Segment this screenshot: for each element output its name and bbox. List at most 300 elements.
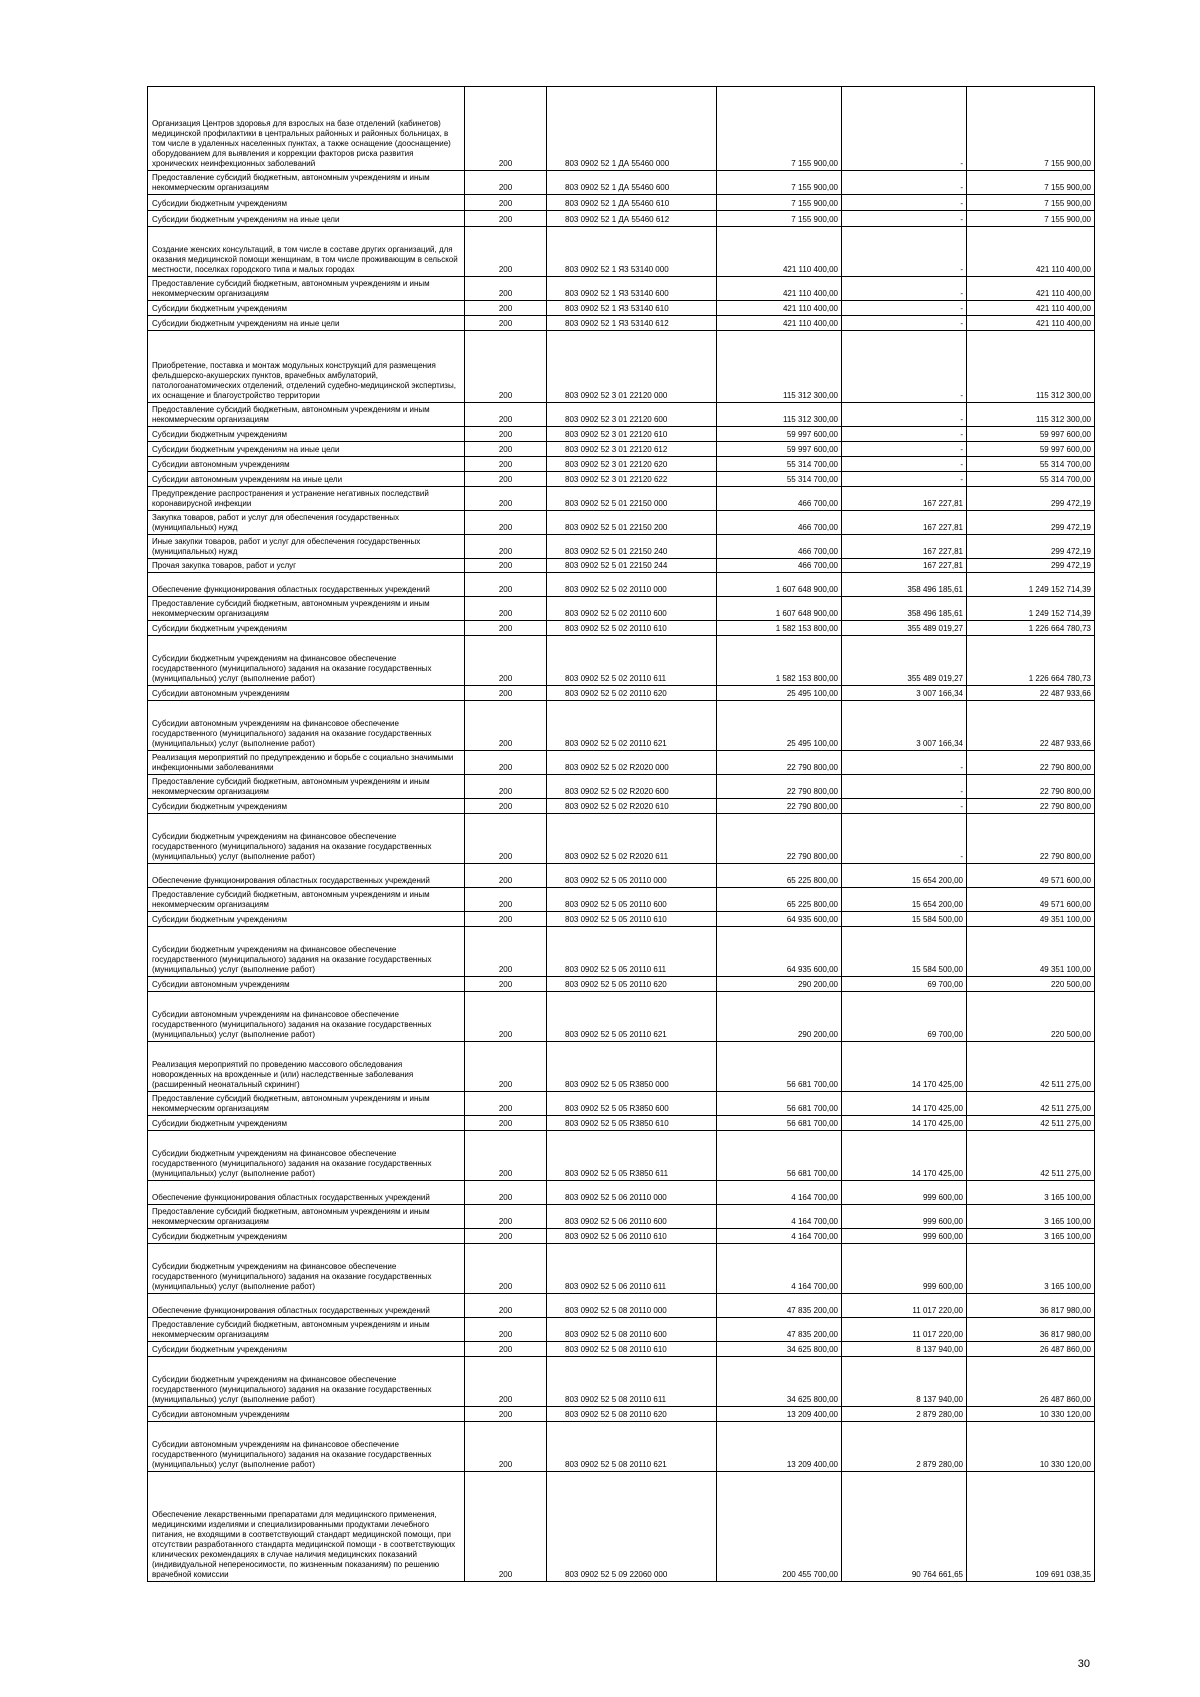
- row-approved-cell: 65 225 800,00: [717, 888, 842, 912]
- table-row: [148, 701, 1095, 751]
- row-executed-cell: -: [842, 211, 967, 227]
- row-name-cell: Организация Центров здоровья для взрослых на базе отделений (кабинетов) медицинской профилактики в центральных районных и районных больницах, в том числе в удаленных населенных пунктах, а также оснащение (дооснащение) оборудованием для выявления и коррекции факторов риска развития хронических неинфекционных заболеваний: [148, 87, 465, 171]
- row-remaining-cell: 26 487 860,00: [967, 1342, 1095, 1357]
- row-remaining-cell: 7 155 900,00: [967, 171, 1095, 195]
- row-name-cell: Обеспечение функционирования областных государственных учреждений: [148, 1181, 465, 1205]
- row-executed-cell: -: [842, 316, 967, 331]
- row-approved-cell: 466 700,00: [717, 511, 842, 535]
- row-executed-cell: 167 227,81: [842, 559, 967, 573]
- row-approved-cell: 64 935 600,00: [717, 927, 842, 977]
- row-remaining-cell: 1 226 664 780,73: [967, 636, 1095, 686]
- table-row: [148, 1357, 1095, 1407]
- row-executed-cell: 3 007 166,34: [842, 701, 967, 751]
- row-code-cell: 200: [465, 1422, 547, 1472]
- row-kbk-cell: 803 0902 52 3 01 22120 612: [547, 442, 717, 457]
- row-kbk-cell: 803 0902 52 5 05 20110 000: [547, 864, 717, 888]
- table-row: [148, 1229, 1095, 1244]
- row-name-cell: Прочая закупка товаров, работ и услуг: [148, 559, 465, 573]
- row-approved-cell: 466 700,00: [717, 559, 842, 573]
- table-row: [148, 636, 1095, 686]
- row-approved-cell: 25 495 100,00: [717, 686, 842, 701]
- row-name-cell: Субсидии бюджетным учреждениям: [148, 195, 465, 211]
- row-name-cell: Субсидии бюджетным учреждениям на иные цели: [148, 316, 465, 331]
- row-remaining-cell: 220 500,00: [967, 992, 1095, 1042]
- row-remaining-cell: 421 110 400,00: [967, 277, 1095, 301]
- row-kbk-cell: 803 0902 52 5 02 20110 620: [547, 686, 717, 701]
- table-row: [148, 1407, 1095, 1422]
- row-executed-cell: -: [842, 427, 967, 442]
- table-row: [148, 472, 1095, 487]
- row-remaining-cell: 22 790 800,00: [967, 814, 1095, 864]
- row-code-cell: 200: [465, 87, 547, 171]
- row-code-cell: 200: [465, 316, 547, 331]
- row-kbk-cell: 803 0902 52 5 05 20110 610: [547, 912, 717, 927]
- row-name-cell: Предоставление субсидий бюджетным, автономным учреждениям и иным некоммерческим организациям: [148, 888, 465, 912]
- row-executed-cell: 8 137 940,00: [842, 1342, 967, 1357]
- row-name-cell: Предоставление субсидий бюджетным, автономным учреждениям и иным некоммерческим организациям: [148, 775, 465, 799]
- row-executed-cell: 15 654 200,00: [842, 864, 967, 888]
- row-kbk-cell: 803 0902 52 5 02 R2020 000: [547, 751, 717, 775]
- row-approved-cell: 4 164 700,00: [717, 1244, 842, 1294]
- row-code-cell: 200: [465, 301, 547, 316]
- row-executed-cell: -: [842, 457, 967, 472]
- row-name-cell: Закупка товаров, работ и услуг для обеспечения государственных (муниципальных) нужд: [148, 511, 465, 535]
- row-code-cell: 200: [465, 427, 547, 442]
- row-name-cell: Обеспечение функционирования областных государственных учреждений: [148, 1294, 465, 1318]
- row-approved-cell: 55 314 700,00: [717, 472, 842, 487]
- row-executed-cell: -: [842, 301, 967, 316]
- row-name-cell: Предоставление субсидий бюджетным, автономным учреждениям и иным некоммерческим организациям: [148, 403, 465, 427]
- row-code-cell: 200: [465, 1229, 547, 1244]
- row-executed-cell: 999 600,00: [842, 1229, 967, 1244]
- row-remaining-cell: 22 790 800,00: [967, 775, 1095, 799]
- table-row: [148, 195, 1095, 211]
- table-row: [148, 457, 1095, 472]
- row-approved-cell: 1 582 153 800,00: [717, 636, 842, 686]
- row-code-cell: 200: [465, 1092, 547, 1116]
- row-kbk-cell: 803 0902 52 5 05 R3850 600: [547, 1092, 717, 1116]
- table-row: [148, 597, 1095, 621]
- row-code-cell: 200: [465, 701, 547, 751]
- row-kbk-cell: 803 0902 52 1 Я3 53140 600: [547, 277, 717, 301]
- row-code-cell: 200: [465, 912, 547, 927]
- row-remaining-cell: 421 110 400,00: [967, 227, 1095, 277]
- row-code-cell: 200: [465, 1318, 547, 1342]
- row-code-cell: 200: [465, 1205, 547, 1229]
- table-row: [148, 1342, 1095, 1357]
- row-remaining-cell: 42 511 275,00: [967, 1092, 1095, 1116]
- row-name-cell: Создание женских консультаций, в том числе в составе других организаций, для оказания медицинской помощи женщинам, в том числе проживающим в сельской местности, поселках городского типа и малых городах: [148, 227, 465, 277]
- row-approved-cell: 34 625 800,00: [717, 1357, 842, 1407]
- row-kbk-cell: 803 0902 52 5 06 20110 611: [547, 1244, 717, 1294]
- row-executed-cell: -: [842, 442, 967, 457]
- row-executed-cell: 11 017 220,00: [842, 1318, 967, 1342]
- row-name-cell: Субсидии автономным учреждениям: [148, 686, 465, 701]
- row-name-cell: Приобретение, поставка и монтаж модульных конструкций для размещения фельдшерско-акушерских пунктов, врачебных амбулаторий, патологоанатомических отделений, отделений судебно-медицинской экспертизы, их оснащение и благоустройство территории: [148, 331, 465, 403]
- row-name-cell: Субсидии бюджетным учреждениям: [148, 912, 465, 927]
- row-kbk-cell: 803 0902 52 5 05 R3850 610: [547, 1116, 717, 1131]
- row-code-cell: 200: [465, 457, 547, 472]
- row-approved-cell: 7 155 900,00: [717, 195, 842, 211]
- row-code-cell: 200: [465, 211, 547, 227]
- table-row: [148, 316, 1095, 331]
- table-row: [148, 927, 1095, 977]
- row-remaining-cell: 42 511 275,00: [967, 1116, 1095, 1131]
- row-approved-cell: 56 681 700,00: [717, 1116, 842, 1131]
- row-remaining-cell: 7 155 900,00: [967, 211, 1095, 227]
- row-code-cell: 200: [465, 636, 547, 686]
- row-approved-cell: 115 312 300,00: [717, 331, 842, 403]
- row-name-cell: Субсидии автономным учреждениям: [148, 1407, 465, 1422]
- row-code-cell: 200: [465, 864, 547, 888]
- row-executed-cell: -: [842, 403, 967, 427]
- row-remaining-cell: 3 165 100,00: [967, 1181, 1095, 1205]
- row-code-cell: 200: [465, 597, 547, 621]
- table-row: [148, 1131, 1095, 1181]
- row-remaining-cell: 1 249 152 714,39: [967, 597, 1095, 621]
- row-code-cell: 200: [465, 171, 547, 195]
- row-remaining-cell: 299 472,19: [967, 535, 1095, 559]
- row-executed-cell: 358 496 185,61: [842, 597, 967, 621]
- row-name-cell: Реализация мероприятий по проведению массового обследования новорожденных на врожденные и (или) наследственные заболевания (расширенный неонатальный скрининг): [148, 1042, 465, 1092]
- table-row: [148, 621, 1095, 636]
- row-kbk-cell: 803 0902 52 5 08 20110 610: [547, 1342, 717, 1357]
- table-row: [148, 1318, 1095, 1342]
- table-row: [148, 427, 1095, 442]
- row-approved-cell: 4 164 700,00: [717, 1205, 842, 1229]
- row-name-cell: Субсидии бюджетным учреждениям: [148, 301, 465, 316]
- row-executed-cell: 15 584 500,00: [842, 912, 967, 927]
- table-row: [148, 1042, 1095, 1092]
- table-row: [148, 1116, 1095, 1131]
- row-executed-cell: -: [842, 799, 967, 814]
- row-executed-cell: 15 584 500,00: [842, 927, 967, 977]
- row-approved-cell: 7 155 900,00: [717, 87, 842, 171]
- row-kbk-cell: 803 0902 52 5 06 20110 610: [547, 1229, 717, 1244]
- row-remaining-cell: 22 790 800,00: [967, 751, 1095, 775]
- table-row: [148, 87, 1095, 171]
- row-name-cell: Субсидии автономным учреждениям на иные цели: [148, 472, 465, 487]
- row-kbk-cell: 803 0902 52 5 05 20110 620: [547, 977, 717, 992]
- row-kbk-cell: 803 0902 52 5 02 20110 610: [547, 621, 717, 636]
- row-code-cell: 200: [465, 686, 547, 701]
- table-row: [148, 977, 1095, 992]
- row-code-cell: 200: [465, 331, 547, 403]
- table-row: [148, 487, 1095, 511]
- row-executed-cell: 355 489 019,27: [842, 621, 967, 636]
- row-executed-cell: -: [842, 751, 967, 775]
- row-executed-cell: 15 654 200,00: [842, 888, 967, 912]
- row-remaining-cell: 10 330 120,00: [967, 1422, 1095, 1472]
- row-code-cell: 200: [465, 1407, 547, 1422]
- table-row: [148, 686, 1095, 701]
- row-remaining-cell: 7 155 900,00: [967, 87, 1095, 171]
- row-kbk-cell: 803 0902 52 5 08 20110 000: [547, 1294, 717, 1318]
- row-approved-cell: 22 790 800,00: [717, 799, 842, 814]
- row-kbk-cell: 803 0902 52 1 Я3 53140 000: [547, 227, 717, 277]
- row-remaining-cell: 22 487 933,66: [967, 686, 1095, 701]
- table-row: [148, 775, 1095, 799]
- row-executed-cell: 8 137 940,00: [842, 1357, 967, 1407]
- row-remaining-cell: 421 110 400,00: [967, 301, 1095, 316]
- row-executed-cell: -: [842, 775, 967, 799]
- row-executed-cell: -: [842, 195, 967, 211]
- row-code-cell: 200: [465, 799, 547, 814]
- row-kbk-cell: 803 0902 52 5 01 22150 000: [547, 487, 717, 511]
- row-name-cell: Предоставление субсидий бюджетным, автономным учреждениям и иным некоммерческим организациям: [148, 1205, 465, 1229]
- row-remaining-cell: 49 351 100,00: [967, 927, 1095, 977]
- table-row: [148, 227, 1095, 277]
- row-executed-cell: 358 496 185,61: [842, 573, 967, 597]
- table-row: [148, 799, 1095, 814]
- row-remaining-cell: 49 351 100,00: [967, 912, 1095, 927]
- row-name-cell: Субсидии бюджетным учреждениям на финансовое обеспечение государственного (муниципального) задания на оказание государственных (муниципальных) услуг (выполнение работ): [148, 636, 465, 686]
- row-approved-cell: 421 110 400,00: [717, 301, 842, 316]
- row-approved-cell: 4 164 700,00: [717, 1229, 842, 1244]
- row-kbk-cell: 803 0902 52 3 01 22120 622: [547, 472, 717, 487]
- row-code-cell: 200: [465, 992, 547, 1042]
- row-executed-cell: -: [842, 227, 967, 277]
- row-approved-cell: 290 200,00: [717, 977, 842, 992]
- row-kbk-cell: 803 0902 52 5 02 20110 000: [547, 573, 717, 597]
- row-name-cell: Субсидии бюджетным учреждениям: [148, 1229, 465, 1244]
- row-code-cell: 200: [465, 277, 547, 301]
- table-row: [148, 1472, 1095, 1582]
- row-kbk-cell: 803 0902 52 5 01 22150 240: [547, 535, 717, 559]
- table-row: [148, 211, 1095, 227]
- row-name-cell: Предоставление субсидий бюджетным, автономным учреждениям и иным некоммерческим организациям: [148, 171, 465, 195]
- row-name-cell: Субсидии автономным учреждениям: [148, 457, 465, 472]
- row-remaining-cell: 42 511 275,00: [967, 1131, 1095, 1181]
- row-kbk-cell: 803 0902 52 5 01 22150 200: [547, 511, 717, 535]
- row-kbk-cell: 803 0902 52 5 08 20110 600: [547, 1318, 717, 1342]
- row-remaining-cell: 220 500,00: [967, 977, 1095, 992]
- row-approved-cell: 421 110 400,00: [717, 277, 842, 301]
- row-approved-cell: 22 790 800,00: [717, 751, 842, 775]
- row-remaining-cell: 55 314 700,00: [967, 472, 1095, 487]
- row-code-cell: 200: [465, 621, 547, 636]
- row-kbk-cell: 803 0902 52 5 02 R2020 611: [547, 814, 717, 864]
- row-remaining-cell: 22 790 800,00: [967, 799, 1095, 814]
- row-remaining-cell: 49 571 600,00: [967, 888, 1095, 912]
- row-approved-cell: 421 110 400,00: [717, 227, 842, 277]
- row-name-cell: Обеспечение лекарственными препаратами для медицинского применения, медицинскими изделиями и специализированными продуктами лечебного питания, не входящими в соответствующий стандарт медицинской помощи, при отсутствии разработанного стандарта медицинской помощи - в соответствующих клинических рекомендациях в случае наличия медицинских показаний (индивидуальной непереносимости, по жизненным показаниям) по решению врачебной комиссии: [148, 1472, 465, 1582]
- row-code-cell: 200: [465, 535, 547, 559]
- row-kbk-cell: 803 0902 52 5 02 20110 600: [547, 597, 717, 621]
- table-row: [148, 912, 1095, 927]
- row-code-cell: 200: [465, 442, 547, 457]
- row-executed-cell: 999 600,00: [842, 1205, 967, 1229]
- row-remaining-cell: 22 487 933,66: [967, 701, 1095, 751]
- row-executed-cell: 3 007 166,34: [842, 686, 967, 701]
- row-code-cell: 200: [465, 1342, 547, 1357]
- row-code-cell: 200: [465, 977, 547, 992]
- row-kbk-cell: 803 0902 52 1 ДА 55460 600: [547, 171, 717, 195]
- row-remaining-cell: 10 330 120,00: [967, 1407, 1095, 1422]
- row-remaining-cell: 59 997 600,00: [967, 442, 1095, 457]
- table-row: [148, 1244, 1095, 1294]
- row-name-cell: Субсидии бюджетным учреждениям: [148, 427, 465, 442]
- row-kbk-cell: 803 0902 52 1 ДА 55460 612: [547, 211, 717, 227]
- row-remaining-cell: 115 312 300,00: [967, 331, 1095, 403]
- row-executed-cell: 69 700,00: [842, 992, 967, 1042]
- row-name-cell: Предоставление субсидий бюджетным, автономным учреждениям и иным некоммерческим организациям: [148, 277, 465, 301]
- row-remaining-cell: 299 472,19: [967, 487, 1095, 511]
- row-approved-cell: 13 209 400,00: [717, 1407, 842, 1422]
- row-approved-cell: 1 607 648 900,00: [717, 573, 842, 597]
- row-remaining-cell: 3 165 100,00: [967, 1205, 1095, 1229]
- table-row: [148, 442, 1095, 457]
- row-executed-cell: 14 170 425,00: [842, 1131, 967, 1181]
- row-executed-cell: 999 600,00: [842, 1244, 967, 1294]
- row-kbk-cell: 803 0902 52 3 01 22120 610: [547, 427, 717, 442]
- table-row: [148, 511, 1095, 535]
- row-executed-cell: 90 764 661,65: [842, 1472, 967, 1582]
- row-executed-cell: -: [842, 331, 967, 403]
- row-kbk-cell: 803 0902 52 5 05 20110 600: [547, 888, 717, 912]
- row-name-cell: Предоставление субсидий бюджетным, автономным учреждениям и иным некоммерческим организациям: [148, 597, 465, 621]
- row-name-cell: Субсидии бюджетным учреждениям: [148, 1116, 465, 1131]
- row-name-cell: Реализация мероприятий по предупреждению и борьбе с социально значимыми инфекционными заболеваниями: [148, 751, 465, 775]
- row-remaining-cell: 3 165 100,00: [967, 1229, 1095, 1244]
- row-approved-cell: 7 155 900,00: [717, 171, 842, 195]
- row-code-cell: 200: [465, 814, 547, 864]
- row-remaining-cell: 55 314 700,00: [967, 457, 1095, 472]
- row-name-cell: Обеспечение функционирования областных государственных учреждений: [148, 864, 465, 888]
- row-name-cell: Субсидии автономным учреждениям на финансовое обеспечение государственного (муниципального) задания на оказание государственных (муниципальных) услуг (выполнение работ): [148, 701, 465, 751]
- row-executed-cell: 999 600,00: [842, 1181, 967, 1205]
- row-code-cell: 200: [465, 559, 547, 573]
- row-remaining-cell: 42 511 275,00: [967, 1042, 1095, 1092]
- row-code-cell: 200: [465, 927, 547, 977]
- row-approved-cell: 59 997 600,00: [717, 427, 842, 442]
- row-kbk-cell: 803 0902 52 5 05 R3850 611: [547, 1131, 717, 1181]
- row-name-cell: Субсидии бюджетным учреждениям на иные цели: [148, 442, 465, 457]
- row-code-cell: 200: [465, 472, 547, 487]
- row-kbk-cell: 803 0902 52 5 08 20110 620: [547, 1407, 717, 1422]
- row-code-cell: 200: [465, 1042, 547, 1092]
- row-executed-cell: 14 170 425,00: [842, 1116, 967, 1131]
- row-name-cell: Субсидии бюджетным учреждениям на финансовое обеспечение государственного (муниципального) задания на оказание государственных (муниципальных) услуг (выполнение работ): [148, 1357, 465, 1407]
- row-name-cell: Субсидии автономным учреждениям на финансовое обеспечение государственного (муниципального) задания на оказание государственных (муниципальных) услуг (выполнение работ): [148, 1422, 465, 1472]
- row-kbk-cell: 803 0902 52 5 02 20110 611: [547, 636, 717, 686]
- row-approved-cell: 56 681 700,00: [717, 1092, 842, 1116]
- row-executed-cell: 11 017 220,00: [842, 1294, 967, 1318]
- row-executed-cell: 69 700,00: [842, 977, 967, 992]
- row-remaining-cell: 421 110 400,00: [967, 316, 1095, 331]
- row-approved-cell: 290 200,00: [717, 992, 842, 1042]
- row-name-cell: Субсидии бюджетным учреждениям: [148, 799, 465, 814]
- row-remaining-cell: 3 165 100,00: [967, 1244, 1095, 1294]
- table-row: [148, 992, 1095, 1042]
- row-code-cell: 200: [465, 227, 547, 277]
- row-kbk-cell: 803 0902 52 5 05 20110 611: [547, 927, 717, 977]
- row-approved-cell: 65 225 800,00: [717, 864, 842, 888]
- table-row: [148, 171, 1095, 195]
- row-code-cell: 200: [465, 1294, 547, 1318]
- row-remaining-cell: 49 571 600,00: [967, 864, 1095, 888]
- table-row: [148, 1181, 1095, 1205]
- row-kbk-cell: 803 0902 52 5 06 20110 000: [547, 1181, 717, 1205]
- row-name-cell: Иные закупки товаров, работ и услуг для обеспечения государственных (муниципальных) нужд: [148, 535, 465, 559]
- row-approved-cell: 56 681 700,00: [717, 1042, 842, 1092]
- row-executed-cell: 167 227,81: [842, 511, 967, 535]
- row-kbk-cell: 803 0902 52 3 01 22120 000: [547, 331, 717, 403]
- row-executed-cell: 167 227,81: [842, 487, 967, 511]
- row-kbk-cell: 803 0902 52 5 02 R2020 600: [547, 775, 717, 799]
- row-approved-cell: 22 790 800,00: [717, 775, 842, 799]
- row-name-cell: Предупреждение распространения и устранение негативных последствий коронавирусной инфекции: [148, 487, 465, 511]
- row-remaining-cell: 36 817 980,00: [967, 1294, 1095, 1318]
- row-approved-cell: 34 625 800,00: [717, 1342, 842, 1357]
- row-approved-cell: 47 835 200,00: [717, 1294, 842, 1318]
- table-row: [148, 1205, 1095, 1229]
- row-name-cell: Субсидии бюджетным учреждениям на финансовое обеспечение государственного (муниципального) задания на оказание государственных (муниципальных) услуг (выполнение работ): [148, 1244, 465, 1294]
- row-code-cell: 200: [465, 1131, 547, 1181]
- row-approved-cell: 55 314 700,00: [717, 457, 842, 472]
- row-name-cell: Предоставление субсидий бюджетным, автономным учреждениям и иным некоммерческим организациям: [148, 1318, 465, 1342]
- table-row: [148, 573, 1095, 597]
- row-kbk-cell: 803 0902 52 5 09 22060 000: [547, 1472, 717, 1582]
- row-kbk-cell: 803 0902 52 5 08 20110 611: [547, 1357, 717, 1407]
- row-executed-cell: 2 879 280,00: [842, 1407, 967, 1422]
- row-code-cell: 200: [465, 1357, 547, 1407]
- row-code-cell: 200: [465, 1181, 547, 1205]
- row-remaining-cell: 299 472,19: [967, 511, 1095, 535]
- row-kbk-cell: 803 0902 52 5 05 20110 621: [547, 992, 717, 1042]
- row-approved-cell: 47 835 200,00: [717, 1318, 842, 1342]
- row-code-cell: 200: [465, 403, 547, 427]
- row-approved-cell: 1 607 648 900,00: [717, 597, 842, 621]
- table-row: [148, 559, 1095, 573]
- row-approved-cell: 1 582 153 800,00: [717, 621, 842, 636]
- table-row: [148, 535, 1095, 559]
- row-approved-cell: 200 455 700,00: [717, 1472, 842, 1582]
- row-kbk-cell: 803 0902 52 3 01 22120 600: [547, 403, 717, 427]
- row-name-cell: Субсидии автономным учреждениям: [148, 977, 465, 992]
- row-remaining-cell: 115 312 300,00: [967, 403, 1095, 427]
- row-name-cell: Субсидии бюджетным учреждениям на иные цели: [148, 211, 465, 227]
- row-kbk-cell: 803 0902 52 5 06 20110 600: [547, 1205, 717, 1229]
- row-remaining-cell: 299 472,19: [967, 559, 1095, 573]
- row-approved-cell: 466 700,00: [717, 535, 842, 559]
- row-name-cell: Предоставление субсидий бюджетным, автономным учреждениям и иным некоммерческим организациям: [148, 1092, 465, 1116]
- table-row: [148, 1422, 1095, 1472]
- row-kbk-cell: 803 0902 52 5 08 20110 621: [547, 1422, 717, 1472]
- row-code-cell: 200: [465, 195, 547, 211]
- row-approved-cell: 64 935 600,00: [717, 912, 842, 927]
- row-executed-cell: -: [842, 814, 967, 864]
- budget-execution-table: [147, 86, 1095, 1582]
- table-row: [148, 814, 1095, 864]
- row-approved-cell: 13 209 400,00: [717, 1422, 842, 1472]
- row-remaining-cell: 26 487 860,00: [967, 1357, 1095, 1407]
- row-kbk-cell: 803 0902 52 5 02 R2020 610: [547, 799, 717, 814]
- row-approved-cell: 115 312 300,00: [717, 403, 842, 427]
- table-row: [148, 751, 1095, 775]
- row-kbk-cell: 803 0902 52 1 Я3 53140 610: [547, 301, 717, 316]
- table-body: [148, 87, 1095, 1582]
- row-approved-cell: 7 155 900,00: [717, 211, 842, 227]
- row-remaining-cell: 1 226 664 780,73: [967, 621, 1095, 636]
- row-approved-cell: 59 997 600,00: [717, 442, 842, 457]
- row-name-cell: Субсидии бюджетным учреждениям на финансовое обеспечение государственного (муниципального) задания на оказание государственных (муниципальных) услуг (выполнение работ): [148, 814, 465, 864]
- page-number: 30: [1077, 1658, 1090, 1670]
- row-remaining-cell: 36 817 980,00: [967, 1318, 1095, 1342]
- row-approved-cell: 25 495 100,00: [717, 701, 842, 751]
- row-code-cell: 200: [465, 1244, 547, 1294]
- table-row: [148, 888, 1095, 912]
